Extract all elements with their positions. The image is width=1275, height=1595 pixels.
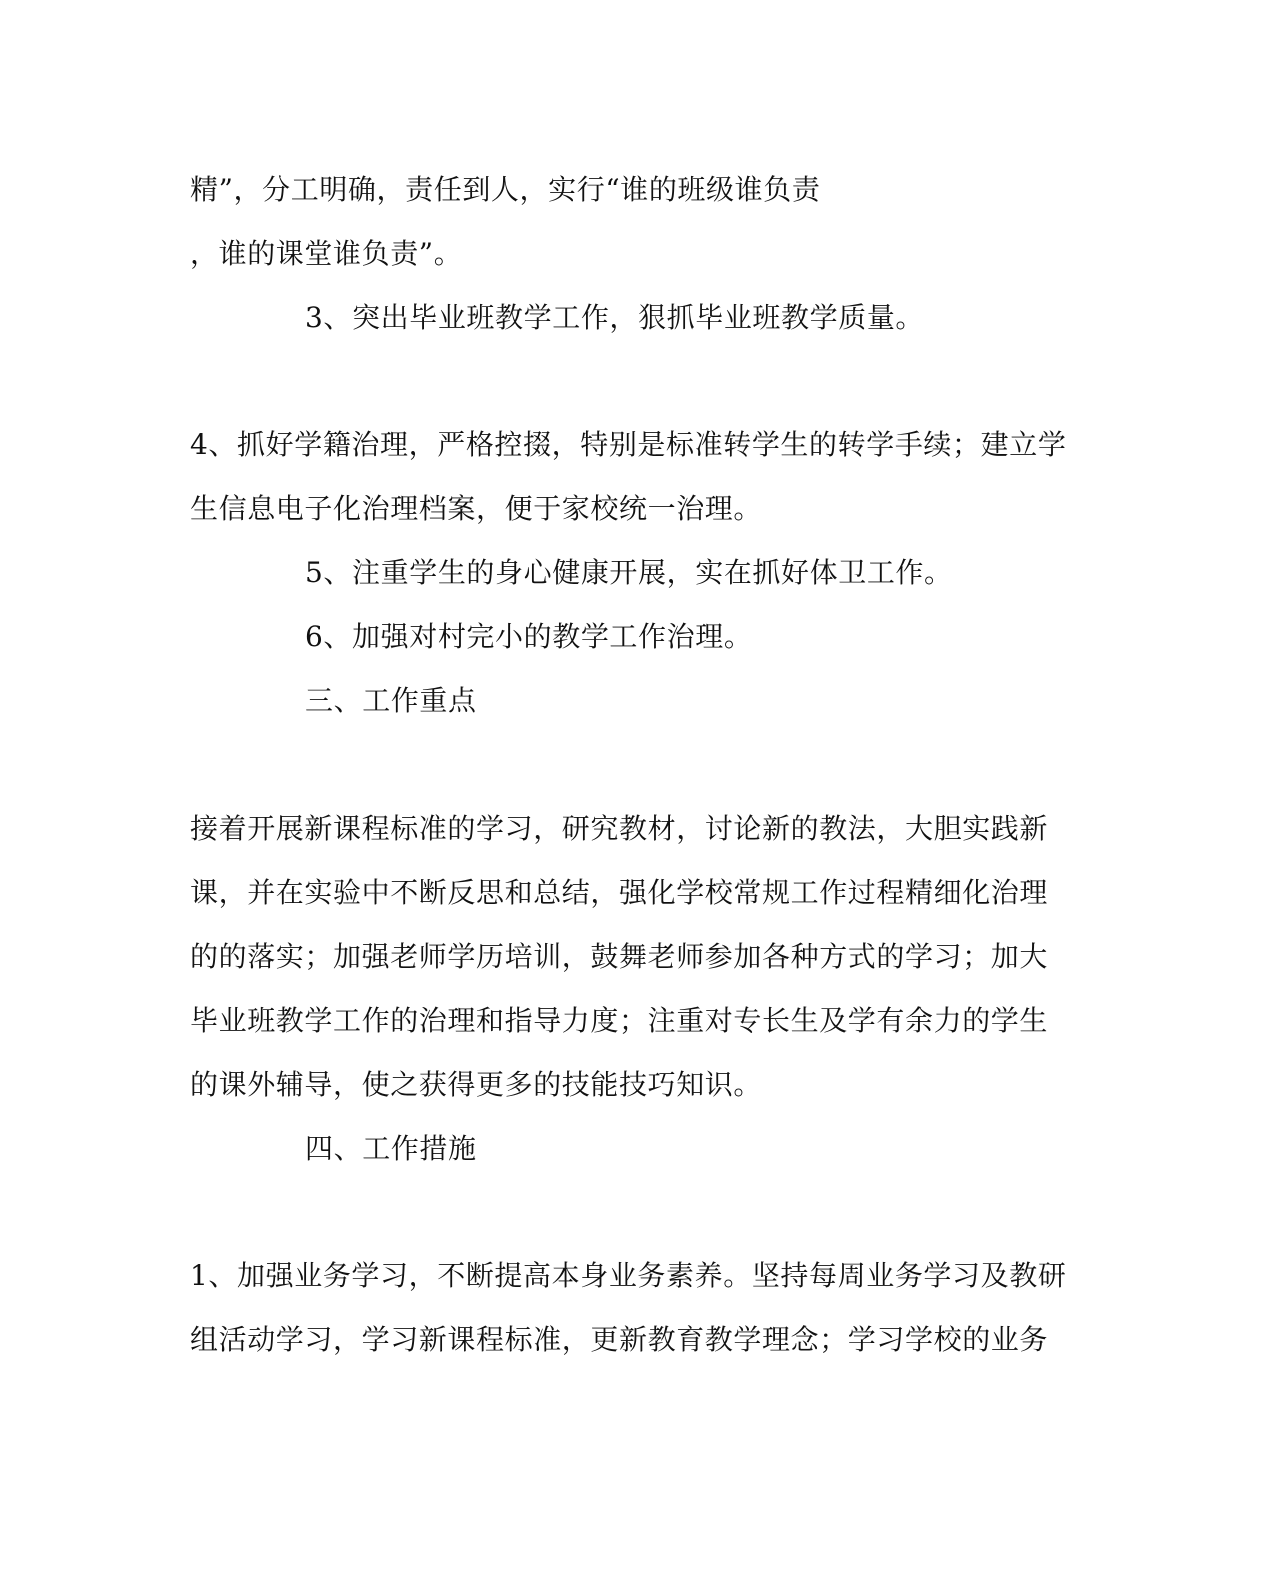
list-item-5: 5、注重学生的身心健康开展，实在抓好体卫工作。 bbox=[305, 556, 953, 589]
text-line: 的课外辅导，使之获得更多的技能技巧知识。 bbox=[190, 1068, 763, 1101]
list-item-6: 6、加强对村完小的教学工作治理。 bbox=[305, 620, 753, 653]
text-line: 精”，分工明确，责任到人，实行“谁的班级谁负责 bbox=[190, 173, 821, 206]
text-line: 接着开展新课程标准的学习，研究教材，讨论新的教法，大胆实践新 bbox=[190, 812, 1049, 845]
list-item-3: 3、突出毕业班教学工作，狠抓毕业班教学质量。 bbox=[305, 301, 925, 334]
text-line: 组活动学习，学习新课程标准，更新教育教学理念；学习学校的业务 bbox=[190, 1323, 1049, 1356]
text-line: 生信息电子化治理档案，便于家校统一治理。 bbox=[190, 492, 763, 525]
list-item-1: 1、加强业务学习，不断提高本身业务素养。坚持每周业务学习及教研 bbox=[190, 1259, 1067, 1292]
text-line: 课，并在实验中不断反思和总结，强化学校常规工作过程精细化治理 bbox=[190, 876, 1049, 909]
text-line: 毕业班教学工作的治理和指导力度；注重对专长生及学有余力的学生 bbox=[190, 1004, 1049, 1037]
text-line: ，谁的课堂谁负责”。 bbox=[190, 237, 463, 270]
list-item-4: 4、抓好学籍治理，严格控掇，特别是标准转学生的转学手续；建立学 bbox=[190, 428, 1067, 461]
text-line: 的的落实；加强老师学历培训，鼓舞老师参加各种方式的学习；加大 bbox=[190, 940, 1049, 973]
section-heading-4: 四、工作措施 bbox=[305, 1132, 477, 1165]
section-heading-3: 三、工作重点 bbox=[305, 684, 477, 717]
